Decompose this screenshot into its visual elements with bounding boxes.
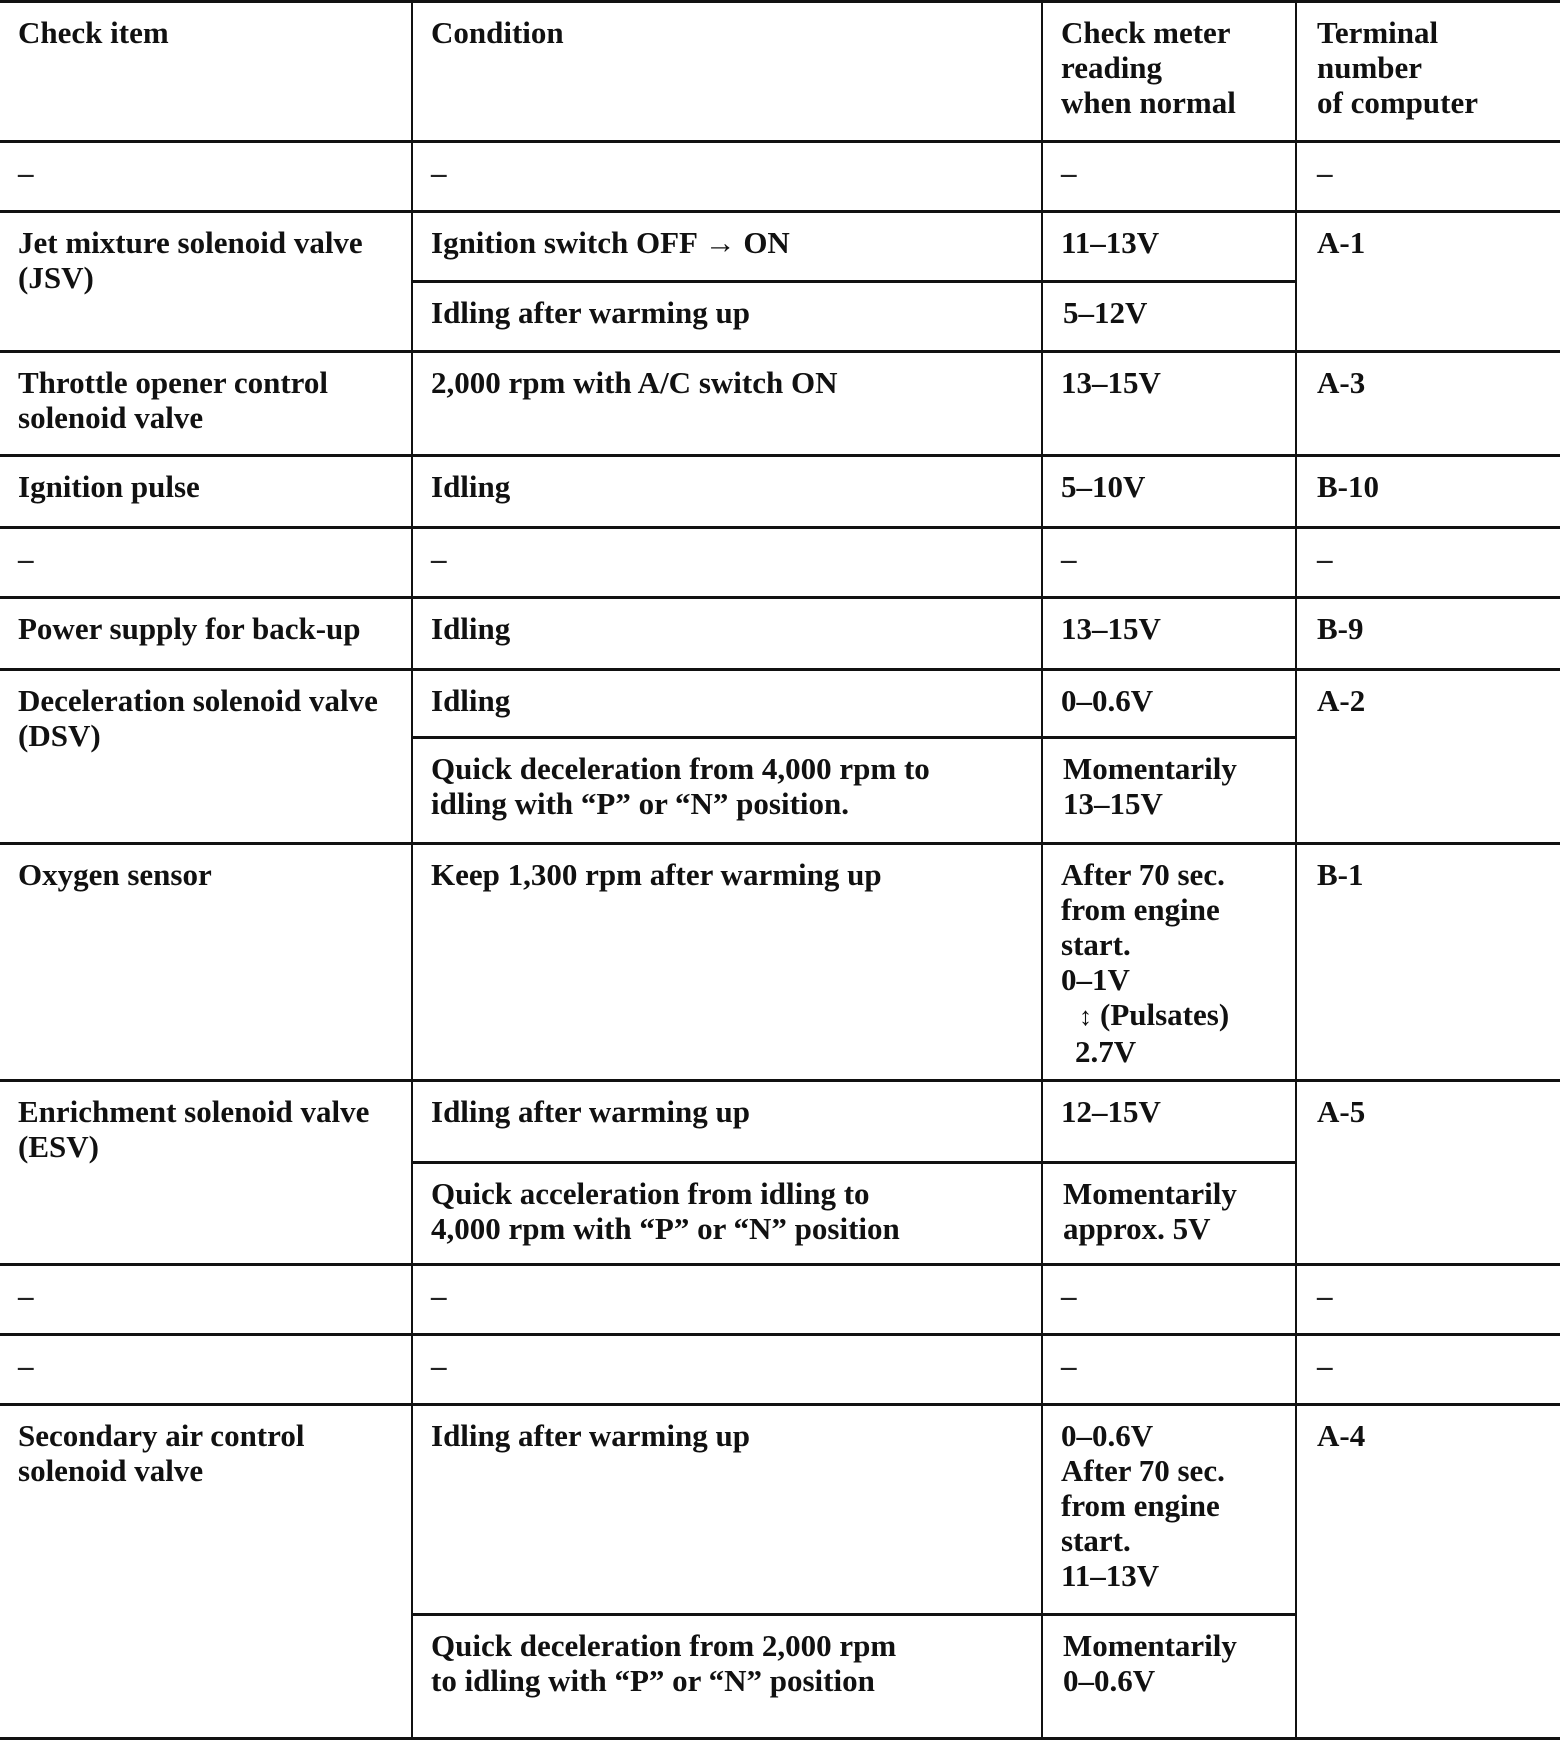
blank-cell: – — [1042, 528, 1296, 598]
blank-cell: – — [1296, 142, 1560, 212]
reading-ignition: 5–10V — [1042, 456, 1296, 528]
check-item-secondary: Secondary air control solenoid valve — [0, 1405, 412, 1739]
blank-cell: – — [0, 528, 412, 598]
header-meter-reading: Check meter reading when normal — [1042, 2, 1296, 142]
condition-backup: Idling — [412, 598, 1042, 670]
condition-ignition: Idling — [412, 456, 1042, 528]
table-row-esv — [0, 1081, 1560, 1163]
condition-secondary-b: Quick deceleration from 2,000 rpm to idling with “P” or “N” position — [412, 1615, 1042, 1739]
blank-cell: – — [1042, 1335, 1296, 1405]
table-row-throttle — [0, 352, 1560, 456]
terminal-backup: B-9 — [1296, 598, 1560, 670]
condition-jsv-b: Idling after warming up — [412, 282, 1042, 352]
check-item-ignition: Ignition pulse — [0, 456, 412, 528]
condition-dsv-b: Quick deceleration from 4,000 rpm to idling with “P” or “N” position. — [412, 738, 1042, 844]
terminal-ignition: B-10 — [1296, 456, 1560, 528]
header-row — [0, 2, 1560, 142]
reading-dsv-b: Momentarily 13–15V — [1042, 738, 1296, 844]
table-row-blank — [0, 1335, 1560, 1405]
condition-throttle: 2,000 rpm with A/C switch ON — [412, 352, 1042, 456]
reading-oxygen — [1042, 844, 1296, 1081]
table-row-backup — [0, 598, 1560, 670]
blank-cell: – — [0, 142, 412, 212]
table-row-oxygen — [0, 844, 1560, 1081]
reading-jsv-a: 11–13V — [1042, 212, 1296, 282]
table-row-dsv — [0, 670, 1560, 738]
reading-esv-a: 12–15V — [1042, 1081, 1296, 1163]
reading-esv-b: Momentarily approx. 5V — [1042, 1163, 1296, 1265]
table-row-secondary — [0, 1405, 1560, 1615]
blank-cell: – — [412, 142, 1042, 212]
table-row-jsv — [0, 212, 1560, 282]
blank-cell: – — [0, 1335, 412, 1405]
condition-esv-b: Quick acceleration from idling to 4,000 rpm with “P” or “N” position — [412, 1163, 1042, 1265]
blank-cell: – — [1296, 1335, 1560, 1405]
blank-cell: – — [1042, 1265, 1296, 1335]
header-terminal-number: Terminal number of computer — [1296, 2, 1560, 142]
check-item-jsv: Jet mixture solenoid valve (JSV) — [0, 212, 412, 352]
condition-jsv-a: Ignition switch OFF → ON — [412, 212, 1042, 282]
reading-throttle: 13–15V — [1042, 352, 1296, 456]
reading-secondary-a: 0–0.6V After 70 sec. from engine start. 11–13V — [1042, 1405, 1296, 1615]
reading-jsv-b: 5–12V — [1042, 282, 1296, 352]
blank-cell: – — [412, 528, 1042, 598]
reading-backup: 13–15V — [1042, 598, 1296, 670]
terminal-oxygen: B-1 — [1296, 844, 1560, 1081]
table-row-blank — [0, 1265, 1560, 1335]
check-item-dsv: Deceleration solenoid valve (DSV) — [0, 670, 412, 844]
table-row-blank — [0, 528, 1560, 598]
header-condition: Condition — [412, 2, 1042, 142]
header-check-item: Check item — [0, 2, 412, 142]
terminal-dsv: A-2 — [1296, 670, 1560, 844]
reading-dsv-a: 0–0.6V — [1042, 670, 1296, 738]
blank-cell: – — [1296, 1265, 1560, 1335]
blank-cell: – — [0, 1265, 412, 1335]
condition-oxygen: Keep 1,300 rpm after warming up — [412, 844, 1042, 1081]
terminal-secondary: A-4 — [1296, 1405, 1560, 1739]
reading-oxygen-pulse — [1061, 997, 1281, 1034]
check-item-backup: Power supply for back-up — [0, 598, 412, 670]
terminal-jsv: A-1 — [1296, 212, 1560, 352]
blank-cell: – — [1296, 528, 1560, 598]
condition-secondary-a: Idling after warming up — [412, 1405, 1042, 1615]
up-down-arrow-icon: ↕ — [1079, 1002, 1092, 1031]
blank-cell: – — [412, 1335, 1042, 1405]
check-item-oxygen: Oxygen sensor — [0, 844, 412, 1081]
table-row-ignition — [0, 456, 1560, 528]
reading-oxygen-top: After 70 sec. from engine start. 0–1V — [1061, 857, 1225, 997]
terminal-throttle: A-3 — [1296, 352, 1560, 456]
blank-cell: – — [412, 1265, 1042, 1335]
blank-cell: – — [1042, 142, 1296, 212]
terminal-esv: A-5 — [1296, 1081, 1560, 1265]
condition-dsv-a: Idling — [412, 670, 1042, 738]
check-item-esv: Enrichment solenoid valve (ESV) — [0, 1081, 412, 1265]
reading-secondary-b: Momentarily 0–0.6V — [1042, 1615, 1296, 1739]
check-item-throttle: Throttle opener control solenoid valve — [0, 352, 412, 456]
pulsates-label: (Pulsates) — [1100, 997, 1230, 1032]
table-row-blank — [0, 142, 1560, 212]
condition-esv-a: Idling after warming up — [412, 1081, 1042, 1163]
reading-oxygen-bottom: 2.7V — [1075, 1034, 1137, 1069]
